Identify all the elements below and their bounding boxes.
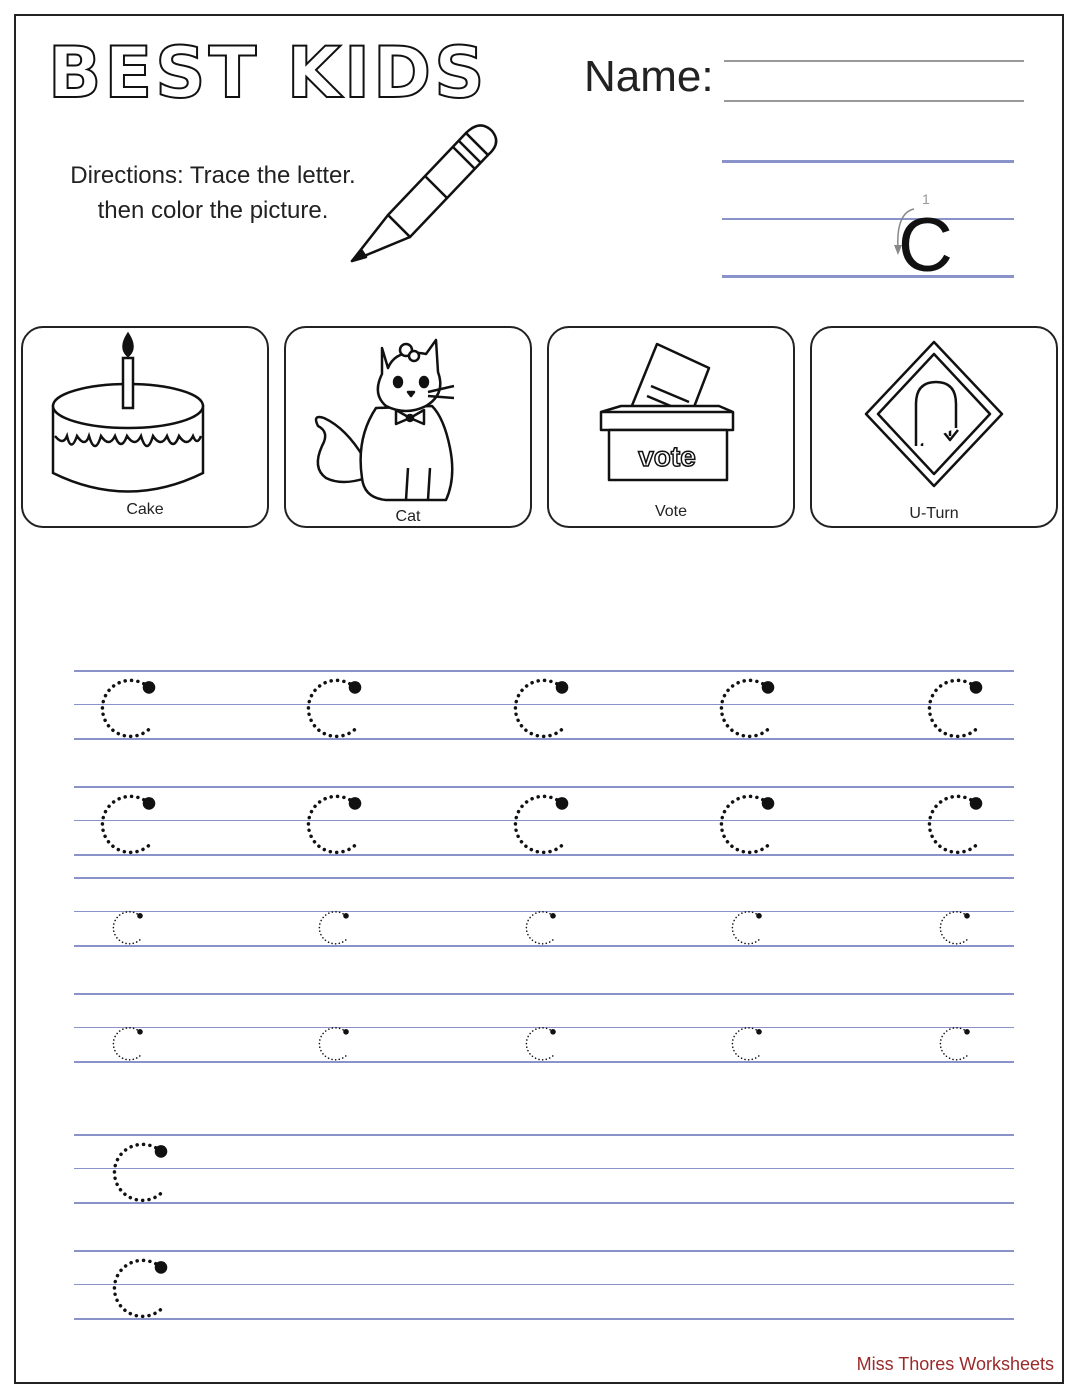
picture-card-cat bbox=[284, 326, 532, 528]
tracing-letter-lower[interactable] bbox=[108, 1023, 148, 1063]
start-dot bbox=[762, 681, 775, 694]
guide-line bbox=[74, 1284, 1014, 1285]
tracing-letter-upper[interactable] bbox=[712, 672, 782, 742]
tracing-letter-upper[interactable] bbox=[712, 788, 782, 858]
tracing-letter-lower[interactable] bbox=[935, 1023, 975, 1063]
directions-line-1: Directions: Trace the letter. bbox=[70, 162, 356, 189]
tracing-letter-lower[interactable] bbox=[521, 1023, 561, 1063]
tracing-letter-upper[interactable] bbox=[920, 672, 990, 742]
start-dot bbox=[143, 681, 156, 694]
example-letter: C bbox=[898, 203, 953, 288]
directions-text bbox=[48, 158, 378, 228]
start-dot bbox=[137, 913, 143, 919]
tracing-letter-lower[interactable] bbox=[314, 907, 354, 947]
ballot-box-icon bbox=[549, 328, 797, 530]
dotted-stroke bbox=[526, 912, 553, 944]
guide-line bbox=[74, 1168, 1014, 1169]
dotted-stroke bbox=[732, 1028, 759, 1060]
picture-label-u-turn: U-Turn bbox=[909, 505, 959, 522]
pencil-icon bbox=[340, 115, 500, 265]
tracing-letter-upper[interactable] bbox=[93, 672, 163, 742]
start-dot bbox=[756, 1029, 762, 1035]
example-top-line bbox=[722, 160, 1014, 163]
picture-label-vote: Vote bbox=[654, 503, 688, 520]
start-dot bbox=[137, 1029, 143, 1035]
tracing-letter-upper[interactable] bbox=[93, 788, 163, 858]
start-dot bbox=[964, 1029, 970, 1035]
example-mid-line bbox=[722, 218, 1014, 220]
guide-line bbox=[74, 877, 1014, 879]
cat-icon bbox=[286, 328, 534, 530]
picture-card-vote bbox=[547, 326, 795, 528]
tracing-letter-upper[interactable] bbox=[506, 788, 576, 858]
start-dot bbox=[970, 681, 983, 694]
tracing-letter-lower[interactable] bbox=[108, 907, 148, 947]
cake-icon bbox=[23, 328, 271, 530]
dotted-stroke bbox=[732, 912, 759, 944]
name-input-line[interactable] bbox=[724, 100, 1024, 102]
dotted-stroke bbox=[940, 1028, 967, 1060]
start-dot bbox=[143, 797, 156, 810]
u-turn-sign-icon bbox=[812, 328, 1060, 530]
picture-card-u-turn bbox=[810, 326, 1058, 528]
start-dot bbox=[155, 1261, 168, 1274]
dotted-stroke bbox=[113, 1028, 140, 1060]
start-dot bbox=[550, 913, 556, 919]
start-dot bbox=[349, 681, 362, 694]
footer-credit: Miss Thores Worksheets bbox=[856, 1354, 1054, 1374]
tracing-letter-upper[interactable] bbox=[299, 788, 369, 858]
start-dot bbox=[550, 1029, 556, 1035]
dotted-stroke bbox=[113, 912, 140, 944]
start-dot bbox=[349, 797, 362, 810]
tracing-letter-upper[interactable] bbox=[299, 672, 369, 742]
dotted-stroke bbox=[319, 1028, 346, 1060]
picture-label-cat: Cat bbox=[395, 508, 421, 525]
dotted-stroke bbox=[940, 912, 967, 944]
start-dot bbox=[343, 913, 349, 919]
start-dot bbox=[762, 797, 775, 810]
example-base-line bbox=[722, 275, 1014, 278]
dotted-stroke bbox=[526, 1028, 553, 1060]
name-line-top bbox=[724, 60, 1024, 62]
tracing-letter-upper[interactable] bbox=[506, 672, 576, 742]
start-dot bbox=[343, 1029, 349, 1035]
start-dot bbox=[964, 913, 970, 919]
dotted-stroke bbox=[319, 912, 346, 944]
best-kids-logo: BEST KIDS bbox=[48, 32, 488, 114]
guide-line bbox=[74, 1318, 1014, 1320]
start-dot bbox=[756, 913, 762, 919]
tracing-letter-upper[interactable] bbox=[920, 788, 990, 858]
picture-card-cake bbox=[21, 326, 269, 528]
start-dot bbox=[556, 797, 569, 810]
guide-line bbox=[74, 1250, 1014, 1252]
stroke-order-number: 1 bbox=[922, 191, 930, 207]
tracing-letter-lower[interactable] bbox=[727, 1023, 767, 1063]
tracing-letter-upper[interactable] bbox=[105, 1252, 175, 1322]
picture-label-cake: Cake bbox=[126, 501, 164, 518]
guide-line bbox=[74, 1202, 1014, 1204]
tracing-letter-upper[interactable] bbox=[105, 1136, 175, 1206]
tracing-letter-lower[interactable] bbox=[935, 907, 975, 947]
directions-line-2: then color the picture. bbox=[97, 197, 329, 224]
ballot-box-text: vote bbox=[638, 441, 696, 472]
start-dot bbox=[556, 681, 569, 694]
name-label: Name: bbox=[584, 52, 714, 101]
tracing-letter-lower[interactable] bbox=[727, 907, 767, 947]
tracing-letter-lower[interactable] bbox=[314, 1023, 354, 1063]
tracing-letter-lower[interactable] bbox=[521, 907, 561, 947]
guide-line bbox=[74, 993, 1014, 995]
guide-line bbox=[74, 1134, 1014, 1136]
start-dot bbox=[970, 797, 983, 810]
start-dot bbox=[155, 1145, 168, 1158]
